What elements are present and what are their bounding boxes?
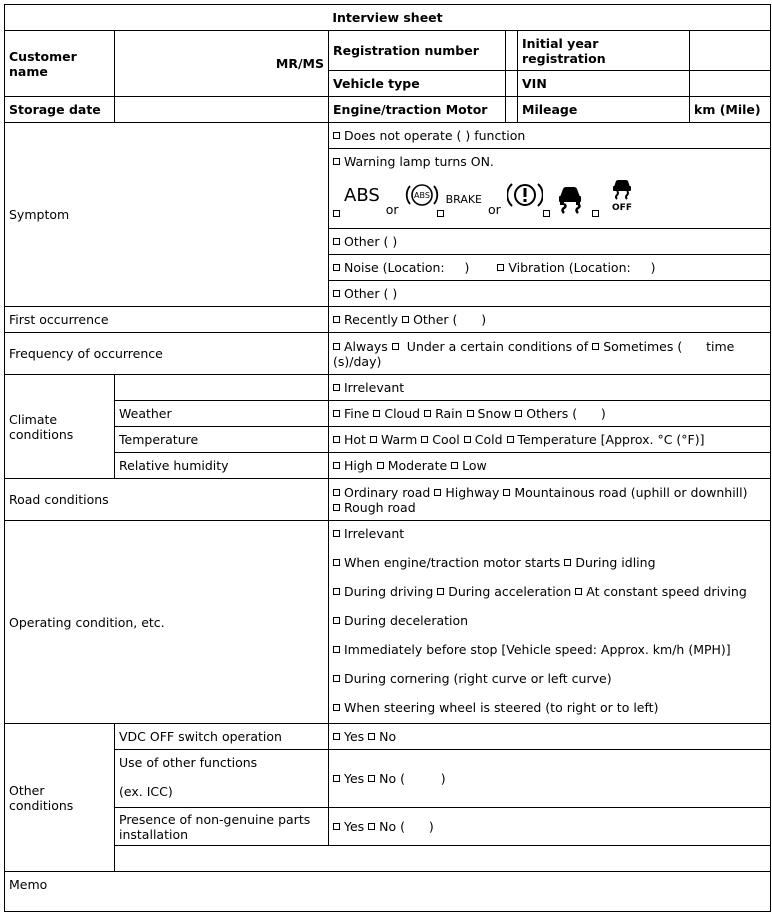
checkbox[interactable] xyxy=(368,775,375,782)
checkbox[interactable] xyxy=(515,410,522,417)
humidity-option: High xyxy=(344,458,373,473)
non-genuine-parts-options xyxy=(329,808,771,846)
under-conditions-text: Under a certain conditions of xyxy=(406,338,589,354)
recently-text: Recently xyxy=(344,312,399,327)
climate-label: Climate conditions xyxy=(5,375,115,479)
first-occurrence-options xyxy=(329,307,771,333)
checkbox[interactable] xyxy=(333,530,340,537)
interview-sheet-table xyxy=(4,4,771,912)
weather-option: Rain xyxy=(435,406,463,421)
checkbox[interactable] xyxy=(437,588,444,595)
checkbox[interactable] xyxy=(333,675,340,682)
yes-text: Yes xyxy=(344,771,365,786)
temperature-option: Cold xyxy=(474,432,503,447)
checkbox[interactable] xyxy=(437,210,444,217)
weather-options xyxy=(329,401,771,427)
operating-option: During acceleration xyxy=(448,584,572,599)
checkbox[interactable] xyxy=(424,410,431,417)
frequency-label: Frequency of occurrence xyxy=(5,333,329,375)
checkbox[interactable] xyxy=(333,704,340,711)
operating-option: During deceleration xyxy=(344,613,469,628)
symptom-noise-vibration xyxy=(329,255,771,281)
temperature-option: Temperature [Approx. °C (°F)] xyxy=(517,432,705,447)
checkbox[interactable] xyxy=(503,489,510,496)
does-not-operate-text: Does not operate ( ) function xyxy=(344,128,526,143)
customer-name-label: Customer name xyxy=(5,31,115,97)
other-functions-options xyxy=(329,750,771,808)
other-functions-cell xyxy=(115,750,329,808)
operating-option: At constant speed driving xyxy=(586,584,747,599)
customer-name-field[interactable] xyxy=(115,31,329,97)
humidity-label: Relative humidity xyxy=(115,453,329,479)
checkbox[interactable] xyxy=(368,823,375,830)
checkbox[interactable] xyxy=(333,646,340,653)
abs-text-icon: ABS xyxy=(344,185,380,206)
brake-warning-icon xyxy=(507,180,543,213)
registration-number-field[interactable] xyxy=(506,31,518,71)
checkbox[interactable] xyxy=(592,343,599,350)
other-text: Other ( ) xyxy=(344,234,398,249)
operating-option: During cornering (right curve or left curve) xyxy=(344,671,612,686)
symptom-does-not-operate[interactable] xyxy=(329,123,771,149)
or-text: or xyxy=(385,202,399,217)
checkbox[interactable] xyxy=(333,264,340,271)
abs-warning-icon xyxy=(405,182,439,211)
road-option: Rough road xyxy=(344,499,416,515)
checkbox[interactable] xyxy=(464,436,471,443)
vdc-label: VDC OFF switch operation xyxy=(115,724,329,750)
checkbox[interactable] xyxy=(333,489,340,496)
mileage-label: Mileage xyxy=(518,97,690,123)
checkbox[interactable] xyxy=(333,132,340,139)
checkbox[interactable] xyxy=(373,410,380,417)
checkbox[interactable] xyxy=(333,559,340,566)
memo-label: Memo xyxy=(9,877,48,892)
temperature-label: Temperature xyxy=(115,427,329,453)
checkbox[interactable] xyxy=(333,462,340,469)
noise-text: Noise (Location: ) xyxy=(344,260,470,275)
weather-option: Snow xyxy=(477,406,512,421)
road-conditions-options xyxy=(329,479,771,521)
vin-field[interactable] xyxy=(690,71,771,97)
weather-label: Weather xyxy=(115,401,329,427)
climate-irrelevant[interactable] xyxy=(329,375,771,401)
engine-label: Engine/traction Motor xyxy=(329,97,506,123)
sheet-title: Interview sheet xyxy=(5,5,771,31)
checkbox[interactable] xyxy=(333,238,340,245)
warning-lamp-text: Warning lamp turns ON. xyxy=(344,154,494,169)
operating-condition-label: Operating condition, etc. xyxy=(5,521,329,724)
irrelevant-text: Irrelevant xyxy=(344,380,405,395)
checkbox[interactable] xyxy=(421,436,428,443)
road-option: Highway xyxy=(445,484,500,500)
checkbox[interactable] xyxy=(402,316,409,323)
humidity-option: Moderate xyxy=(387,458,448,473)
weather-option: Fine xyxy=(344,406,370,421)
vin-label: VIN xyxy=(518,71,690,97)
symptom-other-2[interactable] xyxy=(329,281,771,307)
svg-text:ABS: ABS xyxy=(413,191,430,200)
other-conditions-label: Other conditions xyxy=(5,724,115,872)
checkbox[interactable] xyxy=(543,210,550,217)
checkbox[interactable] xyxy=(564,559,571,566)
climate-blank xyxy=(115,375,329,401)
checkbox[interactable] xyxy=(333,775,340,782)
checkbox[interactable] xyxy=(497,264,504,271)
checkbox[interactable] xyxy=(333,823,340,830)
road-conditions-label: Road conditions xyxy=(5,479,329,521)
checkbox[interactable] xyxy=(434,489,441,496)
temperature-option: Warm xyxy=(380,432,418,447)
checkbox[interactable] xyxy=(333,290,340,297)
yes-text: Yes xyxy=(344,729,365,744)
non-genuine-parts-label: Presence of non-genuine parts installation xyxy=(115,808,329,846)
checkbox[interactable] xyxy=(467,410,474,417)
checkbox[interactable] xyxy=(333,343,340,350)
operating-option: Immediately before stop [Vehicle speed: Approx. km/h (MPH)] xyxy=(344,642,731,657)
operating-option: When engine/traction motor starts xyxy=(344,555,561,570)
memo-field[interactable] xyxy=(5,872,771,912)
operating-option: Irrelevant xyxy=(344,526,405,541)
operating-option: During idling xyxy=(575,555,656,570)
checkbox[interactable] xyxy=(333,617,340,624)
checkbox[interactable] xyxy=(377,462,384,469)
temperature-options xyxy=(329,427,771,453)
checkbox[interactable] xyxy=(451,462,458,469)
checkbox[interactable] xyxy=(333,384,340,391)
other-conditions-blank[interactable] xyxy=(115,846,771,872)
symptom-other-1[interactable] xyxy=(329,229,771,255)
checkbox[interactable] xyxy=(333,733,340,740)
mileage-unit: km (Mile) xyxy=(690,97,771,123)
checkbox[interactable] xyxy=(392,343,399,350)
or-text: or xyxy=(488,202,501,217)
vehicle-type-field[interactable] xyxy=(506,71,518,97)
checkbox[interactable] xyxy=(333,504,340,511)
first-occurrence-label: First occurrence xyxy=(5,307,329,333)
engine-field[interactable] xyxy=(506,97,518,123)
checkbox[interactable] xyxy=(333,588,340,595)
checkbox[interactable] xyxy=(370,436,377,443)
no-text: No xyxy=(379,729,397,744)
road-option: Mountainous road (uphill or downhill) xyxy=(514,484,748,500)
weather-option: Others ( ) xyxy=(526,406,606,421)
brake-text-icon: BRAKE xyxy=(445,193,483,206)
vehicle-type-label: Vehicle type xyxy=(329,71,506,97)
checkbox[interactable] xyxy=(333,436,340,443)
storage-date-field[interactable] xyxy=(115,97,329,123)
symptom-warning-lamp xyxy=(329,149,771,229)
operating-option: During driving xyxy=(344,584,434,599)
weather-option: Cloud xyxy=(384,406,421,421)
skid-off-icon xyxy=(609,178,635,215)
no-text: No ( ) xyxy=(379,771,446,786)
yes-text: Yes xyxy=(344,819,365,834)
vdc-options xyxy=(329,724,771,750)
checkbox[interactable] xyxy=(333,316,340,323)
skid-car-icon xyxy=(554,182,586,217)
checkbox[interactable] xyxy=(333,210,340,217)
vibration-text: Vibration (Location: ) xyxy=(508,260,656,275)
always-text: Always xyxy=(344,338,388,354)
initial-year-label: Initial year registration xyxy=(518,31,690,71)
other-text: Other ( ) xyxy=(344,286,398,301)
checkbox[interactable] xyxy=(333,158,340,165)
sometimes-text: Sometimes ( time (s)/day) xyxy=(333,338,739,369)
operating-option: When steering wheel is steered (to right or to left) xyxy=(344,700,659,715)
frequency-options xyxy=(329,333,771,375)
temperature-option: Cool xyxy=(432,432,460,447)
other-functions-example: (ex. ICC) xyxy=(119,784,173,799)
checkbox[interactable] xyxy=(507,436,514,443)
registration-number-label: Registration number xyxy=(329,31,506,71)
storage-date-label: Storage date xyxy=(5,97,115,123)
checkbox[interactable] xyxy=(575,588,582,595)
initial-year-field[interactable] xyxy=(690,31,771,71)
other-text: Other ( ) xyxy=(413,312,487,327)
humidity-option: Low xyxy=(462,458,487,473)
symptom-label: Symptom xyxy=(5,123,329,307)
checkbox[interactable] xyxy=(592,210,599,217)
operating-condition-options xyxy=(329,521,771,724)
road-option: Ordinary road xyxy=(344,484,431,500)
other-functions-label: Use of other functions xyxy=(119,755,258,770)
checkbox[interactable] xyxy=(368,733,375,740)
no-text: No ( ) xyxy=(379,819,434,834)
temperature-option: Hot xyxy=(344,432,366,447)
checkbox[interactable] xyxy=(333,410,340,417)
svg-text:OFF: OFF xyxy=(611,203,632,212)
humidity-options xyxy=(329,453,771,479)
mr-ms-label: MR/MS xyxy=(275,56,324,71)
